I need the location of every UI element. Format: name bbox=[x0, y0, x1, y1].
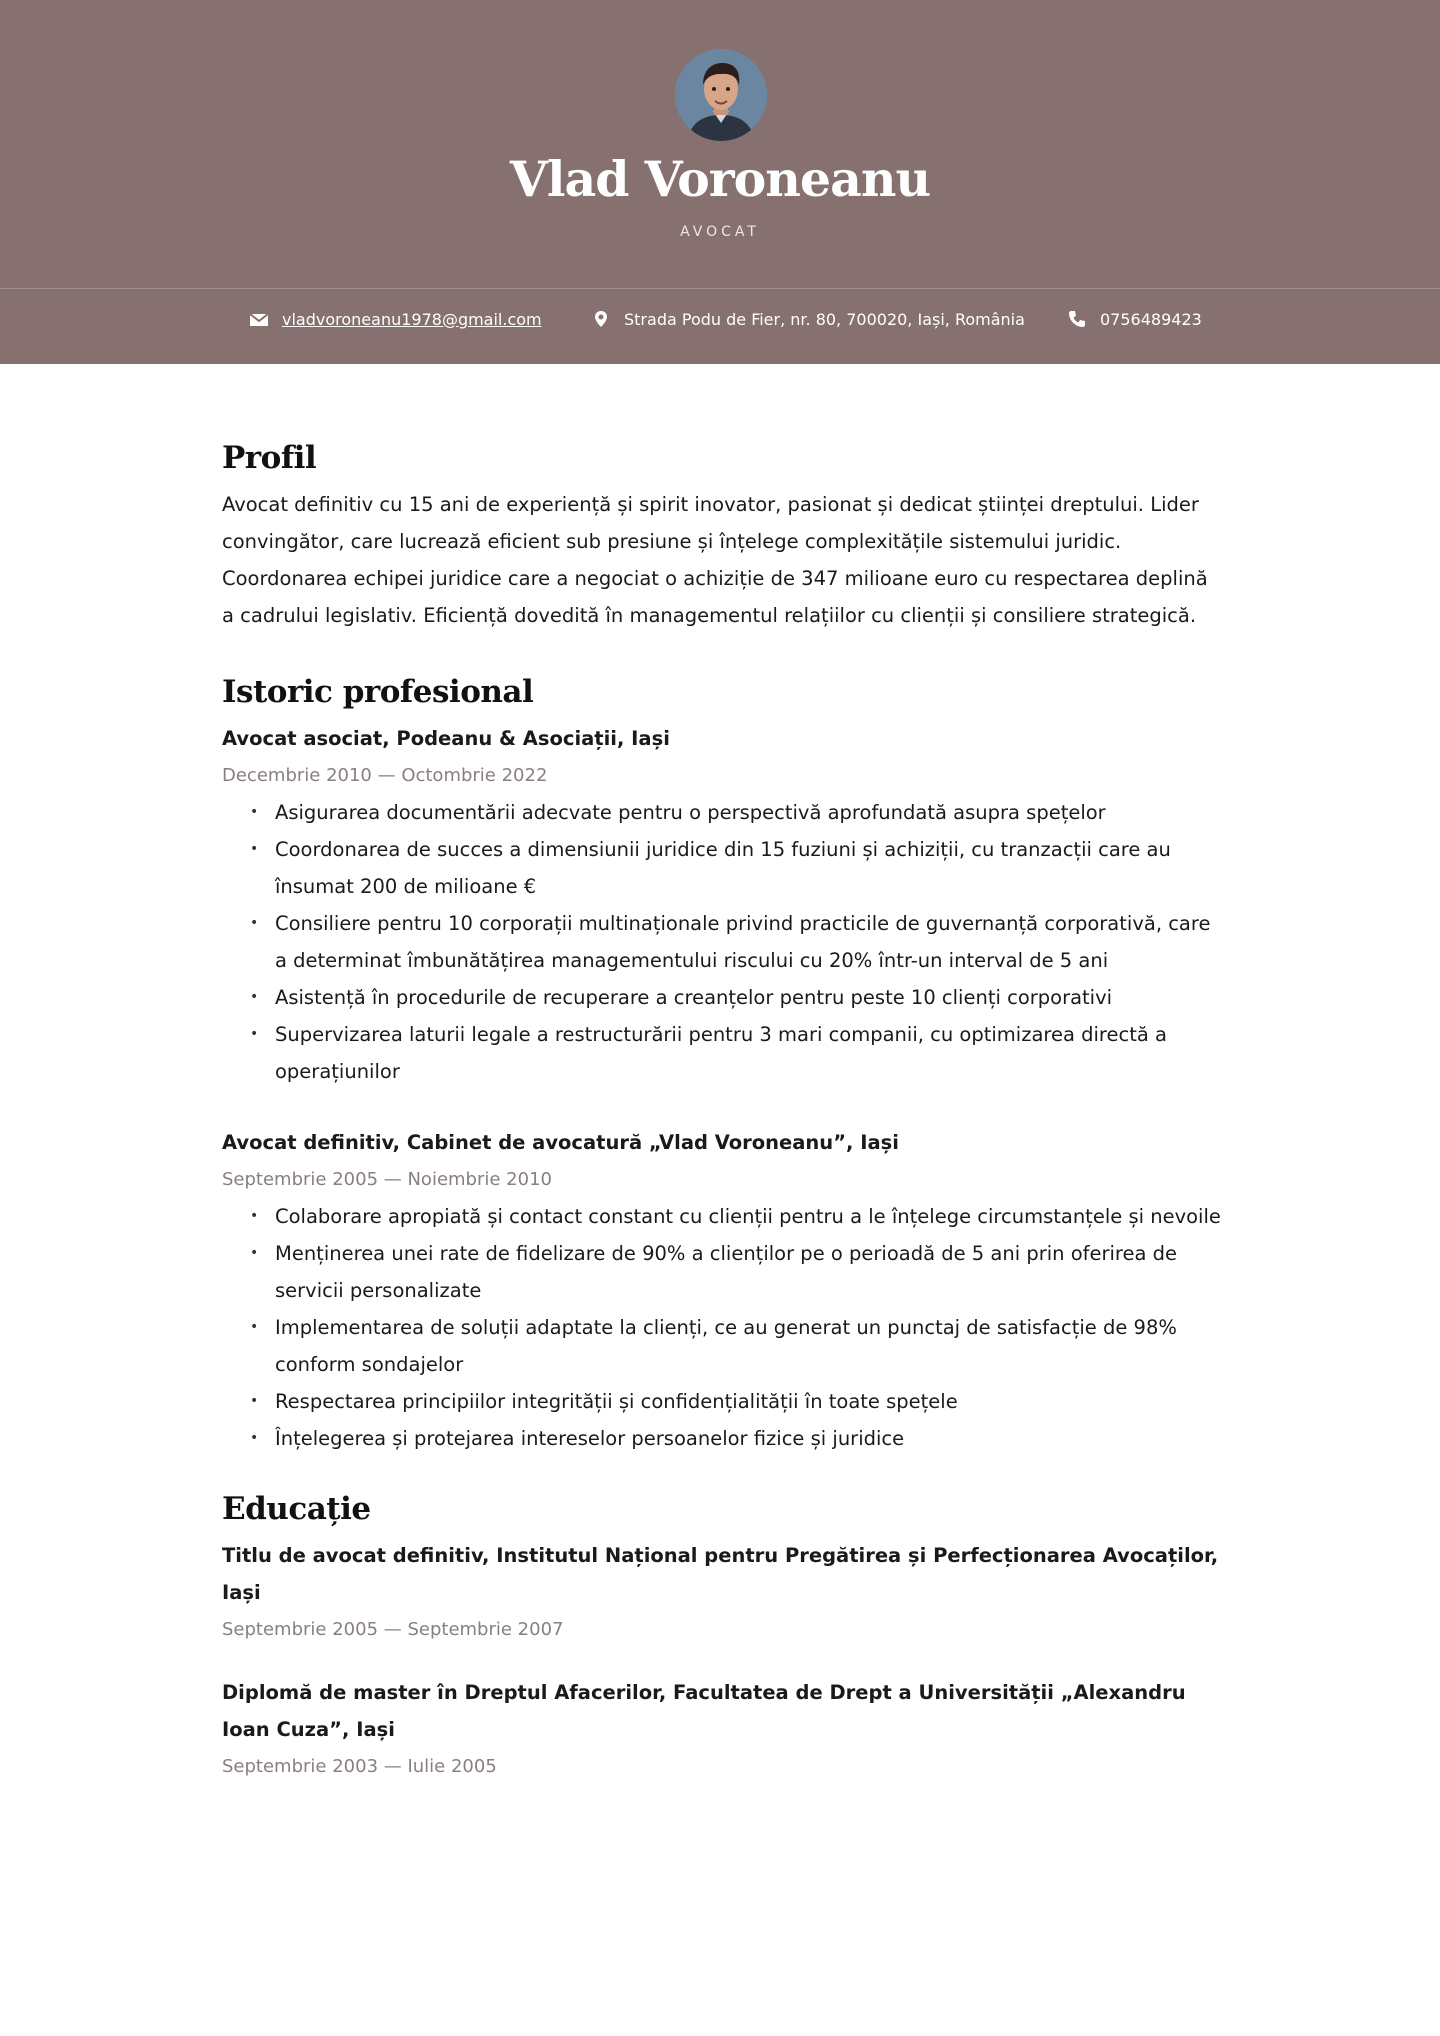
location-pin-icon bbox=[590, 308, 612, 330]
experience-section bbox=[222, 674, 1222, 1457]
education-title: Diplomă de master în Dreptul Afacerilor, Facultatea de Drept a Universității „Alexandru Ioan Cuza”, Iași bbox=[222, 1681, 1186, 1741]
bullet-item: • Supervizarea laturii legale a restructurării pentru 3 mari companii, cu optimizarea directă a operațiunilor bbox=[275, 1016, 1222, 1090]
bullet-item: • Colaborare apropiată și contact constant cu clienții pentru a le înțelege circumstanțele și nevoile bbox=[275, 1198, 1222, 1235]
profile-heading: Profil bbox=[222, 440, 317, 476]
bullet-item: • Menținerea unei rate de fidelizare de 90% a clienților pe o perioadă de 5 ani prin oferirea de servicii personalizate bbox=[275, 1235, 1222, 1309]
bullet-item: • Consiliere pentru 10 corporații multinaționale privind practicile de guvernanță corporativă, care a determinat îmbunătățirea managementului riscului cu 20% într-un interval de 5 ani bbox=[275, 905, 1222, 979]
education-section bbox=[222, 1491, 1222, 1785]
bullet-item: • Asistență în procedurile de recuperare a creanțelor pentru peste 10 clienți corporativi bbox=[275, 979, 1222, 1016]
avatar bbox=[675, 49, 767, 141]
education-dates: Septembrie 2005 — Septembrie 2007 bbox=[222, 1619, 564, 1640]
profile-section bbox=[222, 440, 1222, 634]
bullet-item: • Coordonarea de succes a dimensiunii juridice din 15 fuziuni și achiziții, cu tranzacții care au însumat 200 de milioane € bbox=[275, 831, 1222, 905]
candidate-title: AVOCAT bbox=[680, 224, 760, 240]
education-entry bbox=[222, 1674, 1222, 1785]
phone-icon bbox=[1066, 308, 1088, 330]
job-bullets bbox=[222, 1198, 1222, 1457]
education-title: Titlu de avocat definitiv, Institutul Național pentru Pregătirea și Perfecționarea Avocaților, Iași bbox=[222, 1544, 1219, 1604]
candidate-name: Vlad Voroneanu bbox=[509, 150, 931, 208]
header-divider bbox=[0, 288, 1440, 289]
resume-body bbox=[222, 440, 1222, 1811]
address-text: Strada Podu de Fier, nr. 80, 700020, Iași, România bbox=[624, 309, 1025, 329]
job-bullets bbox=[222, 794, 1222, 1090]
contact-email bbox=[248, 308, 542, 330]
contact-address bbox=[590, 308, 1025, 330]
bullet-item: • Implementarea de soluții adaptate la clienți, ce au generat un punctaj de satisfacție de 98% conform sondajelor bbox=[275, 1309, 1222, 1383]
bullet-item: • Înțelegerea și protejarea intereselor persoanelor fizice și juridice bbox=[275, 1420, 1222, 1457]
job-title: Avocat asociat, Podeanu & Asociații, Iași bbox=[222, 727, 670, 750]
email-icon bbox=[248, 308, 270, 330]
experience-heading: Istoric profesional bbox=[222, 674, 534, 710]
job-entry bbox=[222, 1124, 1222, 1457]
job-entry bbox=[222, 720, 1222, 1090]
profile-text: Avocat definitiv cu 15 ani de experiență și spirit inovator, pasionat și dedicat științei dreptului. Lider convingător, care lucrează eficient sub presiune și înțelege complexitățile sistemului juridic. Coordonarea echipei juridice care a negociat o achiziție de 347 milioane euro cu respectarea deplină a cadrului legislativ. Eficiență dovedită în managementul relațiilor cu clienții și consiliere strategică. bbox=[222, 493, 1208, 627]
contact-phone bbox=[1066, 308, 1202, 330]
job-dates: Septembrie 2005 — Noiembrie 2010 bbox=[222, 1169, 552, 1190]
resume-header bbox=[0, 0, 1440, 364]
job-dates: Decembrie 2010 — Octombrie 2022 bbox=[222, 765, 548, 786]
avatar-photo bbox=[675, 49, 767, 141]
bullet-item: • Respectarea principiilor integrității și confidențialității în toate spețele bbox=[275, 1383, 1222, 1420]
email-link[interactable]: vladvoroneanu1978@gmail.com bbox=[282, 309, 542, 329]
education-entry bbox=[222, 1537, 1222, 1648]
job-title: Avocat definitiv, Cabinet de avocatură „Vlad Voroneanu”, Iași bbox=[222, 1131, 899, 1154]
contact-bar bbox=[0, 308, 1440, 348]
education-dates: Septembrie 2003 — Iulie 2005 bbox=[222, 1756, 497, 1777]
education-heading: Educație bbox=[222, 1491, 371, 1527]
bullet-item: • Asigurarea documentării adecvate pentru o perspectivă aprofundată asupra spețelor bbox=[275, 794, 1222, 831]
phone-text: 0756489423 bbox=[1100, 309, 1202, 329]
